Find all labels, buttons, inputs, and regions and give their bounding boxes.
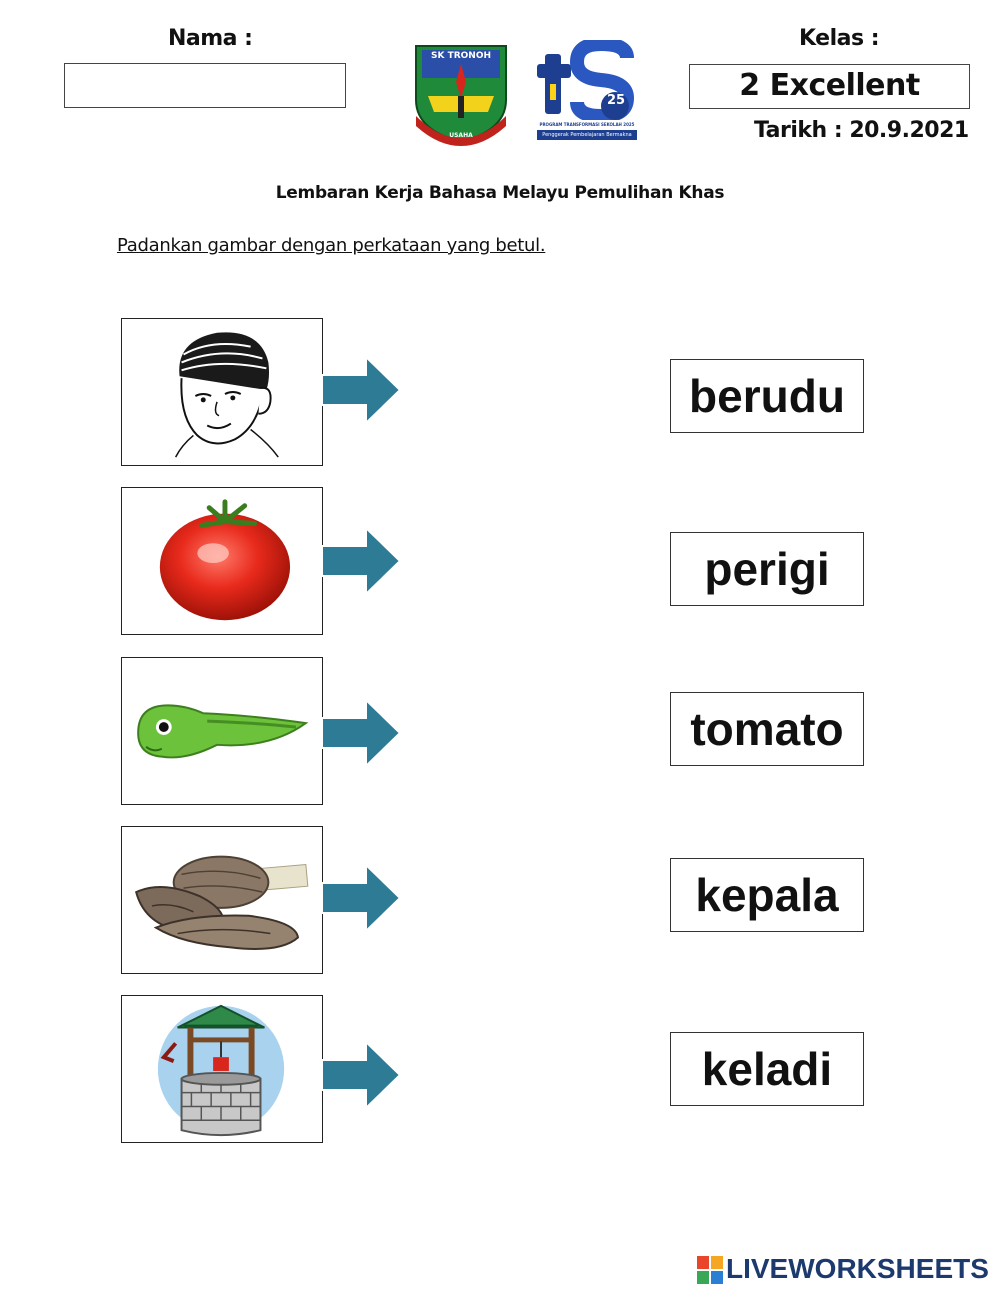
arrow-4 [320, 863, 404, 933]
kelas-input[interactable] [689, 64, 970, 109]
liveworksheets-brand[interactable]: LIVEWORKSHEETS [726, 1253, 989, 1284]
arrow-2 [320, 526, 404, 596]
school-motto-text: USAHA [449, 132, 473, 139]
word-box-1[interactable]: berudu [670, 359, 864, 433]
word-box-4[interactable]: kepala [670, 858, 864, 932]
picture-tomato [121, 487, 323, 635]
nama-label: Nama : [168, 26, 253, 51]
picture-kepala [121, 318, 323, 466]
picture-keladi [121, 826, 323, 974]
word-box-2[interactable]: perigi [670, 532, 864, 606]
word-box-3[interactable]: tomato [670, 692, 864, 766]
ts25-caption: PROGRAM TRANSFORMASI SEKOLAH 2025 [539, 122, 635, 127]
nama-input[interactable] [64, 63, 346, 108]
ts25-tagline: Penggerak Pembelajaran Bermakna [537, 130, 637, 140]
ts25-logo [537, 40, 637, 148]
instruction-text: Padankan gambar dengan perkataan yang betul. [117, 235, 546, 256]
well-icon [122, 996, 322, 1142]
liveworksheets-logo-icon [697, 1256, 723, 1284]
kelas-value: 2 Excellent [739, 68, 920, 103]
picture-berudu [121, 657, 323, 805]
arrow-5 [320, 1040, 404, 1110]
arrow-3 [320, 698, 404, 768]
taro-icon [122, 827, 322, 973]
ts25-number: 25 [606, 93, 626, 108]
tarikh-label: Tarikh : 20.9.2021 [754, 118, 969, 143]
boy-head-icon [122, 319, 322, 465]
worksheet-title: Lembaran Kerja Bahasa Melayu Pemulihan Khas [275, 183, 725, 203]
picture-perigi [121, 995, 323, 1143]
word-box-5[interactable]: keladi [670, 1032, 864, 1106]
arrow-1 [320, 355, 404, 425]
tomato-icon [122, 488, 322, 634]
school-logo-text: SK TRONOH [430, 51, 492, 61]
tadpole-icon [122, 658, 322, 804]
kelas-label: Kelas : [799, 26, 880, 51]
school-logo [408, 38, 514, 146]
